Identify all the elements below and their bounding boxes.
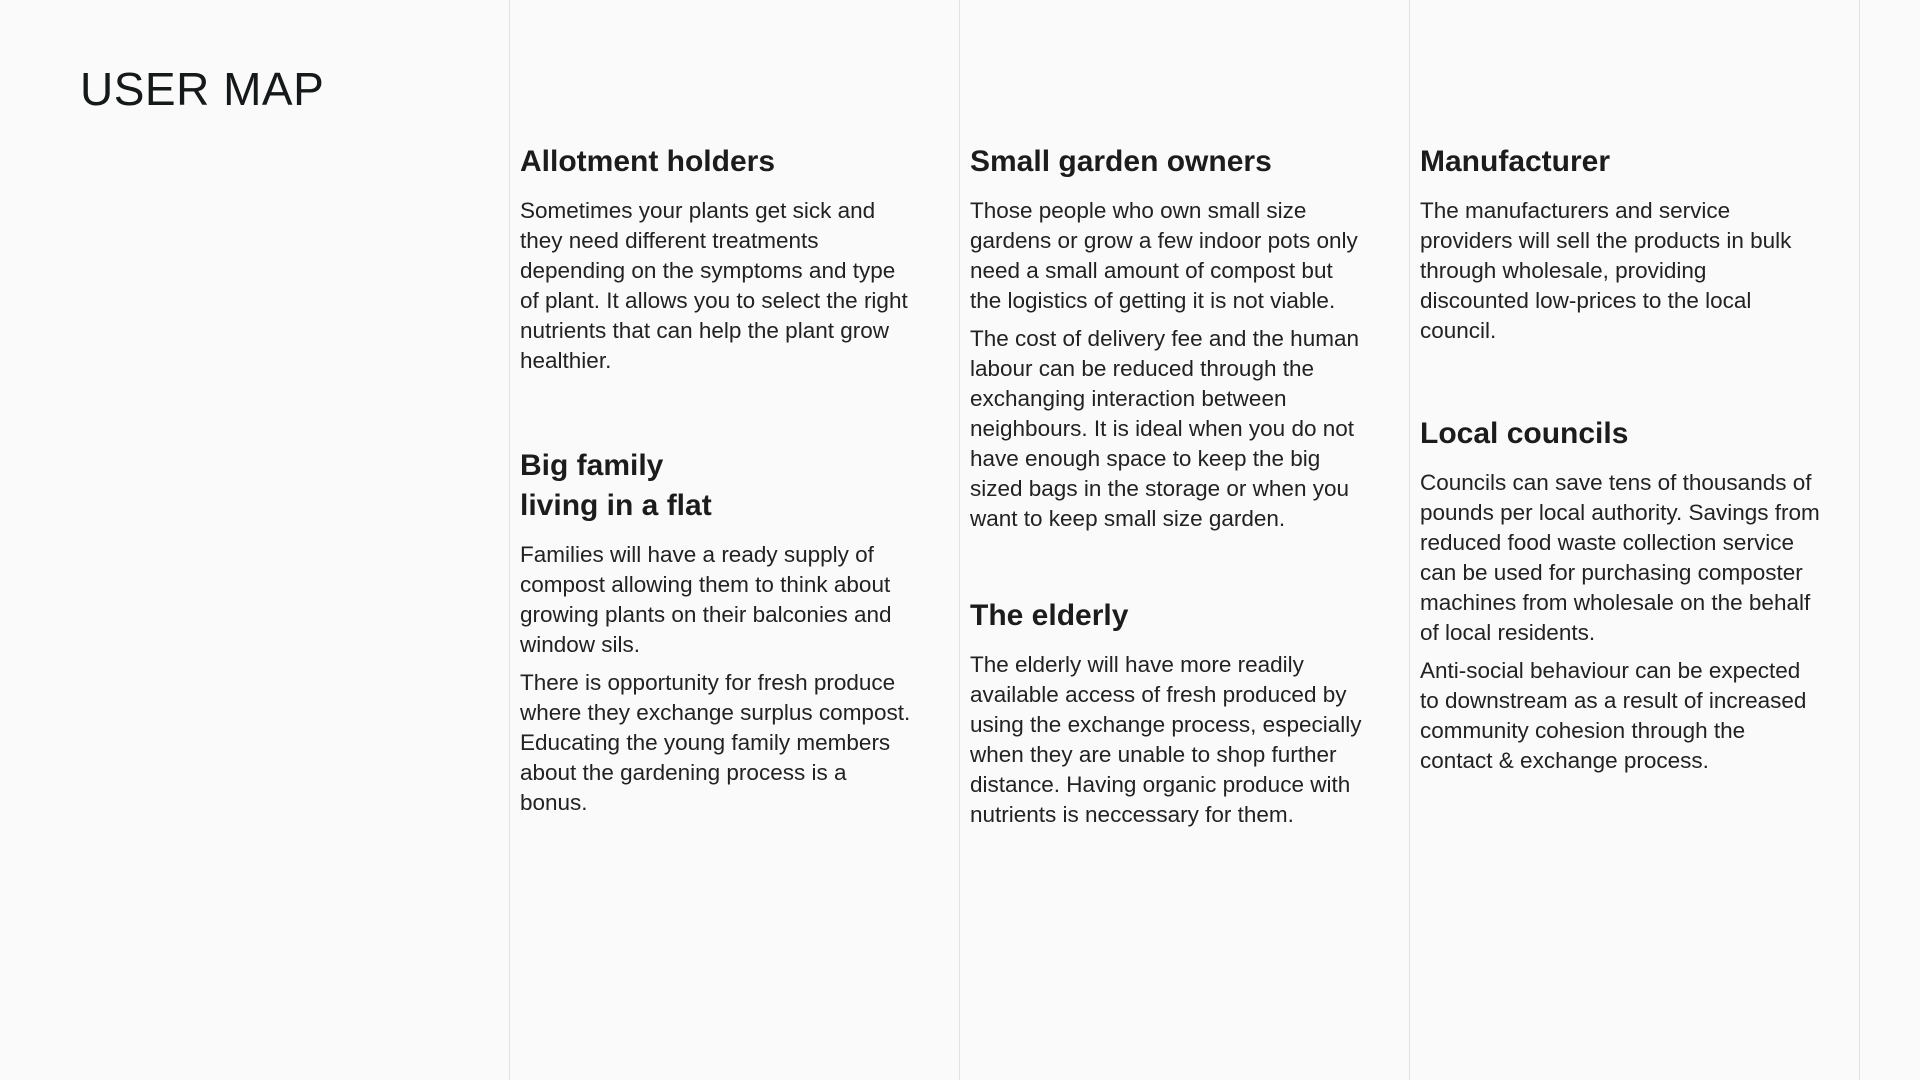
section-paragraph: Those people who own small size gardens or grow a few indoor pots only need a small amount of compost but the logistics of getting it is not viable. — [970, 198, 1358, 313]
section-heading-line: Big family — [520, 449, 664, 482]
section-heading: The elderly — [970, 599, 1129, 632]
section-heading-line: living in a flat — [520, 489, 712, 522]
section-heading: Allotment holders — [520, 145, 776, 178]
section-heading: Manufacturer — [1420, 145, 1611, 178]
section-heading: Small garden owners — [970, 145, 1272, 178]
section-small-garden-owners — [970, 142, 1370, 534]
column-divider — [509, 0, 510, 1080]
user-column-2 — [970, 142, 1370, 838]
column-divider — [959, 0, 960, 1080]
section-paragraph: Anti-social behaviour can be expected to downstream as a result of increased community cohesion through the contact & exchange process. — [1420, 658, 1807, 773]
section-allotment-holders — [520, 142, 920, 376]
page-title: USER MAP — [80, 63, 325, 115]
section-paragraph: The cost of delivery fee and the human labour can be reduced through the exchanging interaction between neighbours. It is ideal when you do not have enough space to keep the big sized bags in the storage or when you want to keep small size garden. — [970, 326, 1359, 531]
section-paragraph: Sometimes your plants get sick and they need different treatments depending on the symptoms and type of plant. It allows you to select the right nutrients that can help the plant grow healthier. — [520, 198, 908, 373]
section-paragraph: The manufacturers and service providers will sell the products in bulk through wholesale, providing discounted low-prices to the local council. — [1420, 198, 1792, 343]
section-paragraph: The elderly will have more readily available access of fresh produced by using the exchange process, especially when they are unable to shop further distance. Having organic produce with nutrients is neccessary for them. — [970, 652, 1362, 827]
user-column-3 — [1420, 142, 1820, 784]
section-paragraph: Families will have a ready supply of compost allowing them to think about growing plants on their balconies and window sils. — [520, 542, 892, 657]
section-manufacturer — [1420, 142, 1820, 346]
section-big-family — [520, 446, 920, 818]
section-local-councils — [1420, 414, 1820, 776]
section-paragraph: There is opportunity for fresh produce where they exchange surplus compost. Educating the young family members about the gardening process is a bonus. — [520, 670, 911, 815]
column-divider — [1409, 0, 1410, 1080]
section-heading: Local councils — [1420, 417, 1629, 450]
column-divider — [1859, 0, 1860, 1080]
section-the-elderly — [970, 596, 1370, 830]
section-heading — [520, 446, 920, 526]
user-column-1 — [520, 142, 920, 826]
section-paragraph: Councils can save tens of thousands of pounds per local authority. Savings from reduced food waste collection service can be used for purchasing composter machines from wholesale on the behalf of local residents. — [1420, 470, 1820, 645]
